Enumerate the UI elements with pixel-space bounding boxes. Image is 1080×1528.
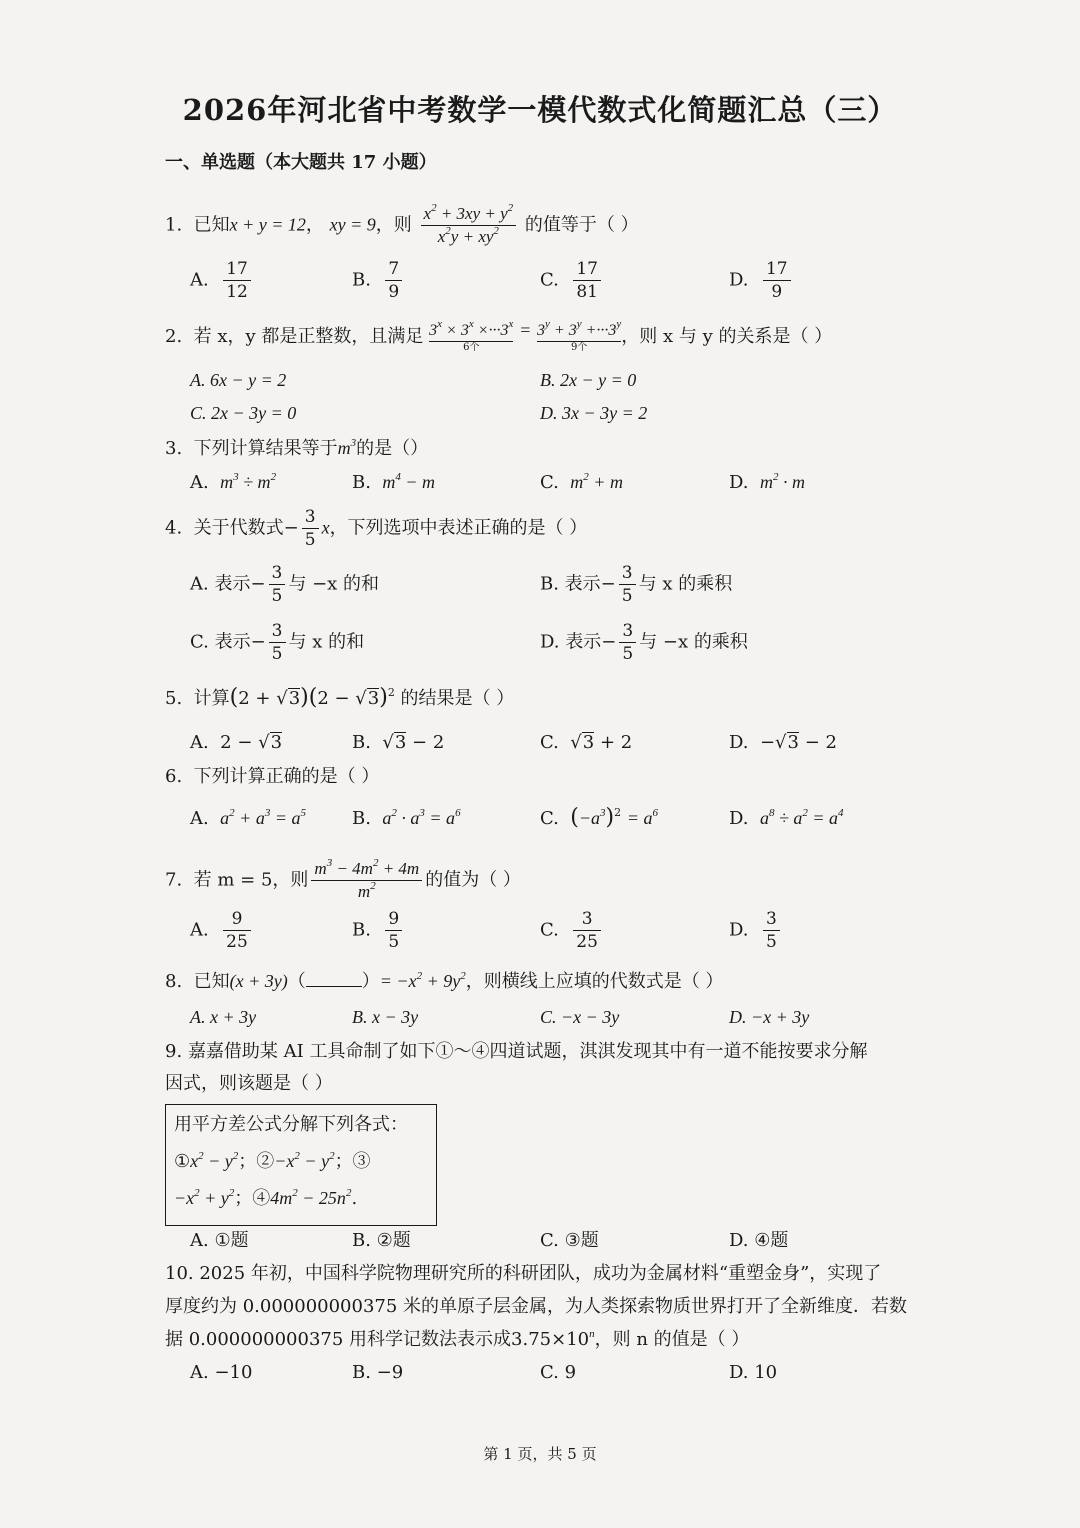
- q5-option-a: A. 2 − √3: [190, 732, 283, 753]
- q7-option-d: D. $\frac{3}{5}$: [729, 908, 783, 953]
- question-10-line-1: 10. 2025 年初，中国科学院物理研究所的科研团队，成功为金属材料“重塑金身”，实现了: [165, 1263, 882, 1284]
- q3-option-b: B. $m^4 - m$: [352, 471, 436, 493]
- q3-option-a: A. $m^3 \div m^2$: [190, 471, 277, 493]
- q8-option-d: D. −x + 3y: [729, 1007, 810, 1027]
- q10-option-a: A. −10: [190, 1362, 253, 1383]
- q10-option-c: C. 9: [540, 1362, 577, 1383]
- q7-option-c: C. $\frac{3}{25}$: [540, 908, 604, 953]
- question-10-line-3: 据 0.000000000375 用科学记数法表示成$3.75\times 10^n$，则 n 的值是（ ）: [165, 1328, 750, 1350]
- q7-option-b: B. $\frac{9}{5}$: [352, 908, 405, 953]
- q2-option-d: D. 3x − 3y = 2: [540, 403, 648, 423]
- q2-option-b: B. 2x − y = 0: [540, 370, 637, 390]
- page-title: 2026年河北省中考数学一模代数式化简题汇总（三）: [182, 93, 898, 127]
- q1-option-c: C. $\frac{17}{81}$: [540, 258, 604, 303]
- q9-option-d: D. ④题: [729, 1230, 789, 1251]
- question-5: 5. 计算$(2 + √3)(2 - √3)^2$ 的结果是（ ）: [165, 685, 515, 710]
- question-6: 6. 下列计算正确的是（ ）: [165, 766, 380, 787]
- section-heading: 一、单选题（本大题共 17 小题）: [165, 152, 437, 173]
- q2-option-a: A. 6x − y = 2: [190, 370, 287, 390]
- q4-option-b: B. 表示− $\frac{3}{5}$ 与 x 的乘积: [540, 563, 733, 606]
- q2-option-c: C. 2x − 3y = 0: [190, 403, 297, 423]
- question-2: 2. 若 x，y 都是正整数，且满足 $3^x \times 3^x \times\cdot\cdot\cdot 3^x$ 6个 = $3^y + 3^y +\cdot\cdot\cdot 3^y$ 9个 ，则 x 与 y 的关系是（ ）: [165, 317, 833, 353]
- q5-option-b: B. √3 − 2: [352, 732, 445, 753]
- q6-option-a: A. $a^2 + a^3 = a^5$: [190, 807, 306, 829]
- q6-option-c: C. $(-a^3)^2 = a^6$: [540, 805, 659, 830]
- question-9-line-2: 因式，则该题是（ ）: [165, 1073, 333, 1094]
- q9-option-b: B. ②题: [352, 1230, 411, 1251]
- q5-option-d: D. −√3 − 2: [729, 732, 837, 753]
- q4-option-c: C. 表示− $\frac{3}{5}$ 与 x 的和: [190, 621, 365, 664]
- q9-option-c: C. ③题: [540, 1230, 599, 1251]
- q9-exercise-box: 用平方差公式分解下列各式： $①x^2 - y^2$；$②-x^2 - y^2$；③ $-x^2 + y^2$；$④4m^2 - 25n^2$.: [165, 1104, 437, 1226]
- question-3: 3. 下列计算结果等于$m^3$的是（）: [165, 437, 429, 459]
- q6-option-d: D. $a^8 \div a^2 = a^4$: [729, 807, 844, 829]
- question-10-line-2: 厚度约为 0.000000000375 米的单原子层金属，为人类探索物质世界打开了全新维度．若数: [165, 1296, 908, 1317]
- q1-option-a: A. $\frac{17}{12}$: [190, 258, 254, 303]
- q7-option-a: A. $\frac{9}{25}$: [190, 908, 254, 953]
- q5-option-c: C. √3 + 2: [540, 732, 633, 753]
- q10-option-b: B. −9: [352, 1362, 404, 1383]
- question-9-line-1: 9. 嘉嘉借助某 AI 工具命制了如下①～④四道试题，淇淇发现其中有一道不能按要求分解: [165, 1041, 868, 1062]
- q3-option-c: C. $m^2 + m$: [540, 471, 623, 493]
- q4-option-a: A. 表示− $\frac{3}{5}$ 与 −x 的和: [190, 563, 380, 606]
- page-footer: 第 1 页，共 5 页: [483, 1445, 597, 1463]
- q1-option-d: D. $\frac{17}{9}$: [729, 258, 794, 303]
- q9-option-a: A. ①题: [190, 1230, 249, 1251]
- q10-option-d: D. 10: [729, 1362, 778, 1383]
- question-1: 1. 已知x + y = 12， xy = 9，则 $\frac{x^2 + 3xy + y^2}{x^2y + xy^2}$ 的值等于（ ）: [165, 202, 639, 246]
- q3-option-d: D. $m^2 \cdot m$: [729, 471, 805, 493]
- q4-option-d: D. 表示− $\frac{3}{5}$ 与 −x 的乘积: [540, 621, 748, 664]
- q1-option-b: B. $\frac{7}{9}$: [352, 258, 405, 303]
- q6-option-b: B. $a^2 \cdot a^3 = a^6$: [352, 807, 461, 829]
- q8-option-c: C. −x − 3y: [540, 1007, 620, 1027]
- question-4: 4. 关于代数式− $\frac{3}{5}$ x，下列选项中表述正确的是（ ）: [165, 507, 588, 550]
- question-8: 8. 已知(x + 3y)（ ）= $-x^2 + 9y^2$，则横线上应填的代数式是（ ）: [165, 970, 724, 992]
- q8-option-a: A. x + 3y: [190, 1007, 257, 1027]
- q8-option-b: B. x − 3y: [352, 1007, 419, 1027]
- question-7: 7. 若 m = 5，则 $\frac{m^3 - 4m^2 + 4m}{m^2}$ 的值为（ ）: [165, 857, 521, 901]
